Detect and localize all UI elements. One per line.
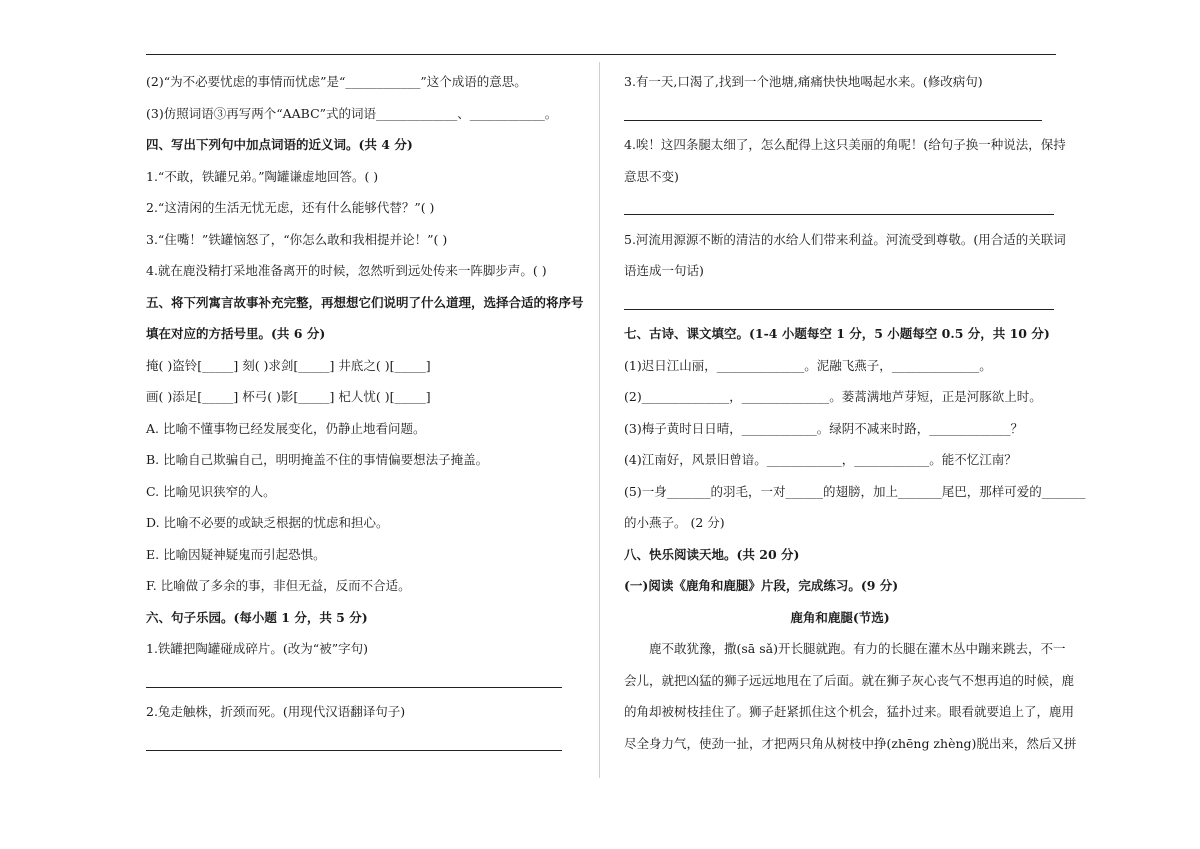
top-rule (146, 54, 1056, 55)
text-line: (4)江南好，风景旧曾谙。____________，____________。能不忆江南？ (624, 452, 1017, 467)
section-heading: 六、句子乐园。(每小题 1 分，共 5 分) (146, 609, 368, 625)
text-line: 的角却被树枝挂住了。狮子赶紧抓住这个机会，猛扑过来。眼看就要追上了，鹿用 (624, 704, 1075, 719)
text-line: (3)仿照词语③再写两个“AABC”式的词语_____________、____________。 (146, 105, 558, 121)
text-line: 画( )添足[_____] 杯弓( )影[_____] 杞人忧( )[_____] (146, 389, 431, 404)
text-line: 2.“这清闲的生活无忧无虑，还有什么能够代替？”( ) (146, 200, 435, 215)
section-heading: 填在对应的方括号里。(共 6 分) (146, 326, 326, 341)
section-heading: 七、古诗、课文填空。(1-4 小题每空 1 分，5 小题每空 0.5 分，共 10 分) (624, 326, 1050, 341)
section-heading: 八、快乐阅读天地。(共 20 分) (624, 546, 800, 562)
text-line: 意思不变) (624, 168, 679, 184)
text-line: 4.唉！这四条腿太细了，怎么配得上这只美丽的角呢！(给句子换一种说法，保持 (624, 137, 1066, 152)
section-heading: 五、将下列寓言故事补充完整，再想想它们说明了什么道理，选择合适的将序号 (146, 294, 584, 310)
text-line: (2)______________，______________。蒌蒿满地芦芽短，正是河豚欲上时。 (624, 389, 1042, 404)
text-line: 3.有一天,口渴了,找到一个池塘,痛痛快快地喝起水来。(修改病句) (624, 74, 983, 89)
text-line: 1.铁罐把陶罐碰成碎片。(改为“被”字句) (146, 641, 368, 656)
answer-line (624, 98, 1042, 130)
text-line: 的小燕子。 (2 分) (624, 515, 725, 530)
answer-line (624, 192, 1054, 224)
text-line: A. 比喻不懂事物已经发展变化，仍静止地看问题。 (146, 420, 426, 436)
text-line: 尽全身力气，使劲一扯，才把两只角从树枝中挣(zhēng zhèng)脱出来，然后又拼 (624, 735, 1077, 751)
text-line: 语连成一句话) (624, 263, 704, 278)
passage-line: 鹿不敢犹豫，撒(sā sǎ)开长腿就跑。有力的长腿在灌木丛中蹦来跳去，不一 (649, 641, 1066, 656)
text-line: 掩( )盗铃[_____] 刻( )求剑[_____] 井底之( )[_____] (146, 357, 431, 373)
text-line: B. 比喻自己欺骗自己，明明掩盖不住的事情偏要想法子掩盖。 (146, 452, 489, 467)
answer-line (146, 665, 562, 697)
text-line: F. 比喻做了多余的事，非但无益，反而不合适。 (146, 578, 411, 593)
text-line: 1.“不敢，铁罐兄弟。”陶罐谦虚地回答。( ) (146, 168, 379, 184)
text-line: D. 比喻不必要的或缺乏根据的忧虑和担心。 (146, 515, 389, 530)
text-line: (1)迟日江山丽，______________。泥融飞燕子，______________。 (624, 357, 992, 373)
passage-title: 鹿角和鹿腿(节选) (790, 609, 890, 625)
text-line: (3)梅子黄时日日晴，____________。绿阴不减来时路，_____________？ (624, 420, 1023, 436)
text-line: 5.河流用源源不断的清洁的水给人们带来利益。河流受到尊敬。(用合适的关联词 (624, 231, 1066, 247)
section-heading: (一)阅读《鹿角和鹿腿》片段，完成练习。(9 分) (624, 578, 899, 593)
text-line: (5)一身_______的羽毛，一对______的翅膀，加上_______尾巴，那样可爱的_______ (624, 483, 1086, 499)
section-heading: 四、写出下列句中加点词语的近义词。(共 4 分) (146, 137, 413, 152)
answer-line (624, 287, 1054, 319)
right-column (624, 66, 1086, 759)
text-line: E. 比喻因疑神疑鬼而引起恐惧。 (146, 546, 326, 562)
text-line: 3.“住嘴！”铁罐恼怒了，“你怎么敢和我相提并论！”( ) (146, 231, 448, 247)
text-line: 2.兔走触株，折颈而死。(用现代汉语翻译句子) (146, 704, 406, 719)
answer-line (146, 728, 562, 760)
text-line: 会儿，就把凶猛的狮子远远地甩在了后面。就在狮子灰心丧气不想再追的时候，鹿 (624, 672, 1075, 688)
text-line: (2)“为不必要忧虑的事情而忧虑”是“____________”这个成语的意思。 (146, 74, 527, 89)
text-line: 4.就在鹿没精打采地准备离开的时候，忽然听到远处传来一阵脚步声。( ) (146, 263, 547, 278)
column-divider (599, 62, 600, 778)
text-line: C. 比喻见识狭窄的人。 (146, 483, 276, 499)
left-column (146, 66, 584, 759)
